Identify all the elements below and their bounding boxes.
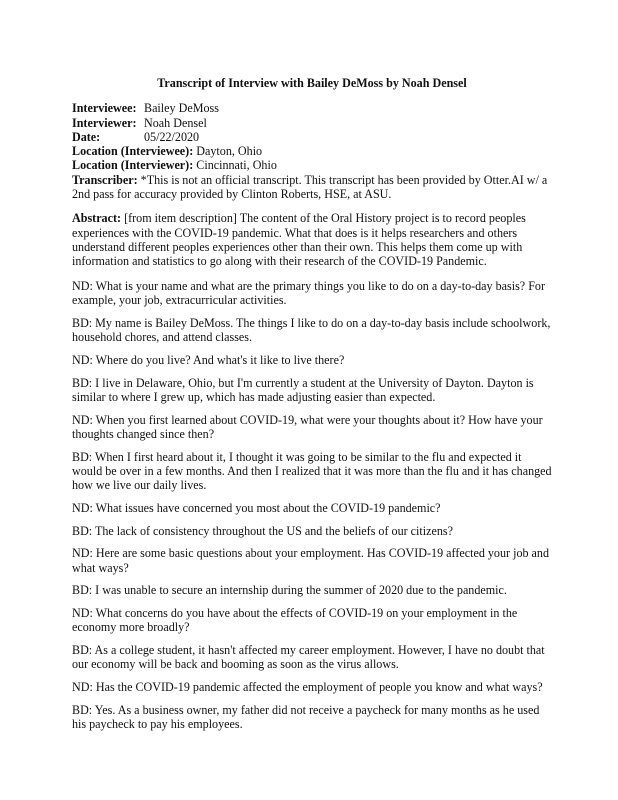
meta-label: Location (Interviewer): <box>72 158 194 173</box>
meta-value: Bailey DeMoss <box>144 101 219 116</box>
meta-value: *This is not an official transcript. This transcript has been provided by Otter.AI w/ a 2nd pass for accuracy provided by Clinton Roberts, HSE, at ASU. <box>72 172 548 202</box>
document-page <box>72 76 552 731</box>
transcript-paragraph: ND: Here are some basic questions about your employment. Has COVID-19 affected your job and what ways? <box>72 546 550 575</box>
abstract <box>72 211 552 268</box>
transcript-paragraph: BD: When I first heard about it, I thought it was going to be similar to the flu and expected it would be over in a few months. And then I realized that it was more than the flu and it has changed how we live our daily lives. <box>72 449 552 493</box>
transcript-paragraph: BD: My name is Bailey DeMoss. The things I like to do on a day-to-day basis include schoolwork, household chores, and attend classes. <box>72 316 551 345</box>
meta-date <box>72 130 552 144</box>
document-title: Transcript of Interview with Bailey DeMoss by Noah Densel <box>157 76 467 90</box>
abstract-label: Abstract: <box>72 211 122 226</box>
transcript-paragraph: ND: What is your name and what are the primary things you like to do on a day-to-day basis? For example, your job, extracurricular activities. <box>72 279 546 308</box>
transcript-paragraph: BD: As a college student, it hasn't affected my career employment. However, I have no doubt that our economy will be back and booming as soon as the virus allows. <box>72 643 545 672</box>
transcript-paragraph: BD: I was unable to secure an internship during the summer of 2020 due to the pandemic. <box>72 583 507 598</box>
meta-label: Interviewee: <box>72 101 137 116</box>
transcript-paragraph: BD: I live in Delaware, Ohio, but I'm currently a student at the University of Dayton. Dayton is similar to where I grew up, which has made adjusting easier than expected. <box>72 375 534 405</box>
abstract-text: [from item description] The content of the Oral History project is to record peoples experiences with the COVID-19 pandemic. What that does is it helps researchers and others understand different peoples experiences other than their own. This helps them come up with information and statistics to go along with their research of the COVID-19 Pandemic. <box>72 211 526 269</box>
meta-label: Location (Interviewee): <box>72 144 194 159</box>
meta-label: Transcriber: <box>72 172 138 187</box>
meta-label: Interviewer: <box>72 115 137 130</box>
meta-value: 05/22/2020 <box>144 129 200 144</box>
transcript-paragraph: ND: When you first learned about COVID-19, what were your thoughts about it? How have your thoughts changed since then? <box>72 412 543 441</box>
meta-location-interviewer <box>72 158 552 172</box>
meta-label: Date: <box>72 129 101 144</box>
transcript-paragraph: ND: What concerns do you have about the effects of COVID-19 on your employment in the economy more broadly? <box>72 606 518 635</box>
meta-value: Cincinnati, Ohio <box>196 158 277 173</box>
meta-interviewer <box>72 116 552 130</box>
meta-location-interviewee <box>72 144 552 158</box>
transcript-paragraph: BD: The lack of consistency throughout the US and the beliefs of our citizens? <box>72 523 453 538</box>
meta-transcriber <box>72 173 552 202</box>
transcript-paragraph: ND: Where do you live? And what's it like to live there? <box>72 353 345 368</box>
metadata-block <box>72 101 552 201</box>
transcript-paragraph: ND: Has the COVID-19 pandemic affected the employment of people you know and what ways? <box>72 679 543 694</box>
meta-interviewee <box>72 101 552 115</box>
transcript-paragraph: ND: What issues have concerned you most about the COVID-19 pandemic? <box>72 500 441 515</box>
meta-value: Dayton, Ohio <box>196 144 263 159</box>
transcript-paragraph: BD: Yes. As a business owner, my father did not receive a paycheck for many months as he used his paycheck to pay his employees. <box>72 702 540 731</box>
meta-value: Noah Densel <box>144 115 207 130</box>
